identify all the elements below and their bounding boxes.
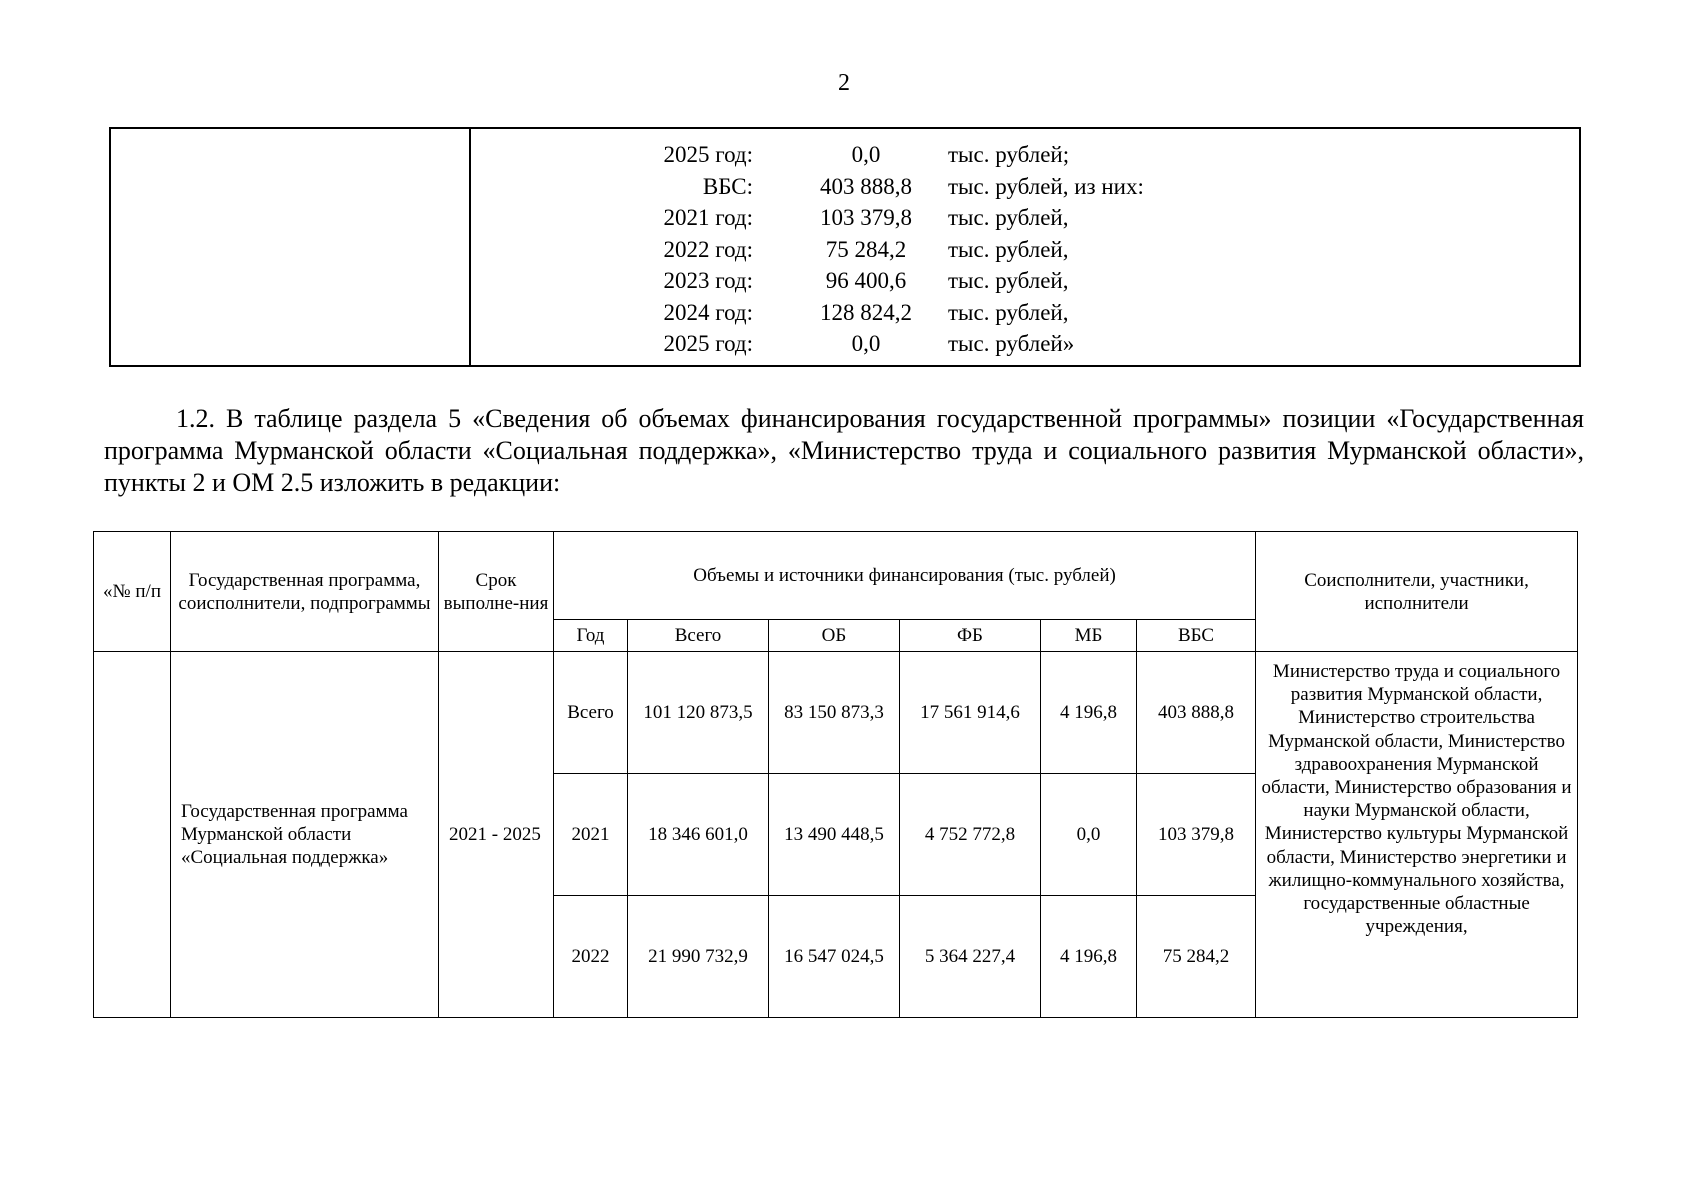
financing-label: ВБС: — [702, 173, 753, 199]
financing-value: 128 824,2 — [820, 299, 912, 325]
financing-value: 75 284,2 — [825, 236, 907, 262]
year-cell: Всего — [554, 652, 628, 774]
fb-cell: 17 561 914,6 — [900, 652, 1041, 774]
financing-line — [111, 297, 1211, 329]
financing-value: 103 379,8 — [820, 205, 912, 230]
financing-value: 0,0 — [851, 142, 881, 167]
vbs-cell: 403 888,8 — [1137, 652, 1256, 774]
financing-unit: тыс. рублей, — [948, 299, 1069, 325]
header-program: Государственная программа, соисполнители, подпрограммы — [171, 532, 439, 652]
fb-cell: 5 364 227,4 — [900, 896, 1041, 1018]
page-number: 2 — [838, 70, 850, 96]
financing-line — [111, 328, 1211, 360]
financing-line — [111, 139, 1211, 171]
mb-cell: 4 196,8 — [1041, 896, 1137, 1018]
financing-unit: тыс. рублей, — [948, 268, 1069, 293]
financing-value: 0,0 — [851, 331, 881, 356]
year-cell: 2022 — [554, 896, 628, 1018]
header-total: Всего — [628, 620, 769, 652]
total-cell: 18 346 601,0 — [628, 774, 769, 896]
financing-value: 403 888,8 — [820, 173, 912, 199]
header-executors: Соисполнители, участники, исполнители — [1256, 532, 1578, 652]
financing-value: 96 400,6 — [825, 268, 907, 293]
header-mb: МБ — [1041, 620, 1137, 652]
financing-label: 2021 год: — [663, 205, 753, 230]
vbs-cell: 103 379,8 — [1137, 774, 1256, 896]
header-funding: Объемы и источники финансирования (тыс. рублей) — [554, 532, 1256, 620]
financing-label: 2022 год: — [663, 236, 753, 262]
financing-lines — [111, 139, 1211, 360]
financing-unit: тыс. рублей, — [948, 236, 1069, 262]
financing-table — [93, 531, 1578, 1018]
financing-unit: тыс. рублей» — [948, 331, 1075, 356]
financing-unit: тыс. рублей, — [948, 205, 1069, 230]
num-cell — [94, 652, 171, 1018]
financing-line — [111, 202, 1211, 234]
header-num: «№ п/п — [94, 532, 171, 652]
ob-cell: 16 547 024,5 — [769, 896, 900, 1018]
financing-line — [111, 171, 1211, 203]
table-row — [94, 652, 1578, 774]
mb-cell: 0,0 — [1041, 774, 1137, 896]
total-cell: 101 120 873,5 — [628, 652, 769, 774]
mb-cell: 4 196,8 — [1041, 652, 1137, 774]
fb-cell: 4 752 772,8 — [900, 774, 1041, 896]
financing-label: 2025 год: — [663, 142, 753, 167]
financing-label: 2025 год: — [663, 331, 753, 356]
header-ob: ОБ — [769, 620, 900, 652]
financing-label: 2023 год: — [663, 268, 753, 293]
financing-continuation-table — [109, 127, 1581, 367]
period-cell: 2021 - 2025 — [439, 652, 554, 1018]
program-cell: Государственная программа Мурманской области «Социальная поддержка» — [171, 652, 439, 1018]
total-cell: 21 990 732,9 — [628, 896, 769, 1018]
financing-label: 2024 год: — [663, 299, 753, 325]
header-year: Год — [554, 620, 628, 652]
header-fb: ФБ — [900, 620, 1041, 652]
vbs-cell: 75 284,2 — [1137, 896, 1256, 1018]
ob-cell: 13 490 448,5 — [769, 774, 900, 896]
financing-unit: тыс. рублей; — [948, 142, 1070, 167]
financing-line — [111, 265, 1211, 297]
ob-cell: 83 150 873,3 — [769, 652, 900, 774]
header-period: Срок выполне-ния — [439, 532, 554, 652]
financing-unit: тыс. рублей, из них: — [948, 173, 1144, 199]
executors-cell: Министерство труда и социального развития Мурманской области, Министерство строительства Мурманской области, Министерство здравоохранения Мурманской области, Министерство образования и науки Мурманской области, Министерство культуры Мурманской области, Министерство энергетики и жилищно-коммунального хозяйства, государственные областные учреждения, — [1256, 652, 1578, 1018]
financing-line — [111, 234, 1211, 266]
year-cell: 2021 — [554, 774, 628, 896]
amendment-paragraph: 1.2. В таблице раздела 5 «Сведения об объемах финансирования государственной программы» позиции «Государственная программа Мурманской области «Социальная поддержка», «Министерство труда и социального развития Мурманской области», пункты 2 и ОМ 2.5 изложить в редакции: — [104, 404, 1584, 497]
header-vbs: ВБС — [1137, 620, 1256, 652]
